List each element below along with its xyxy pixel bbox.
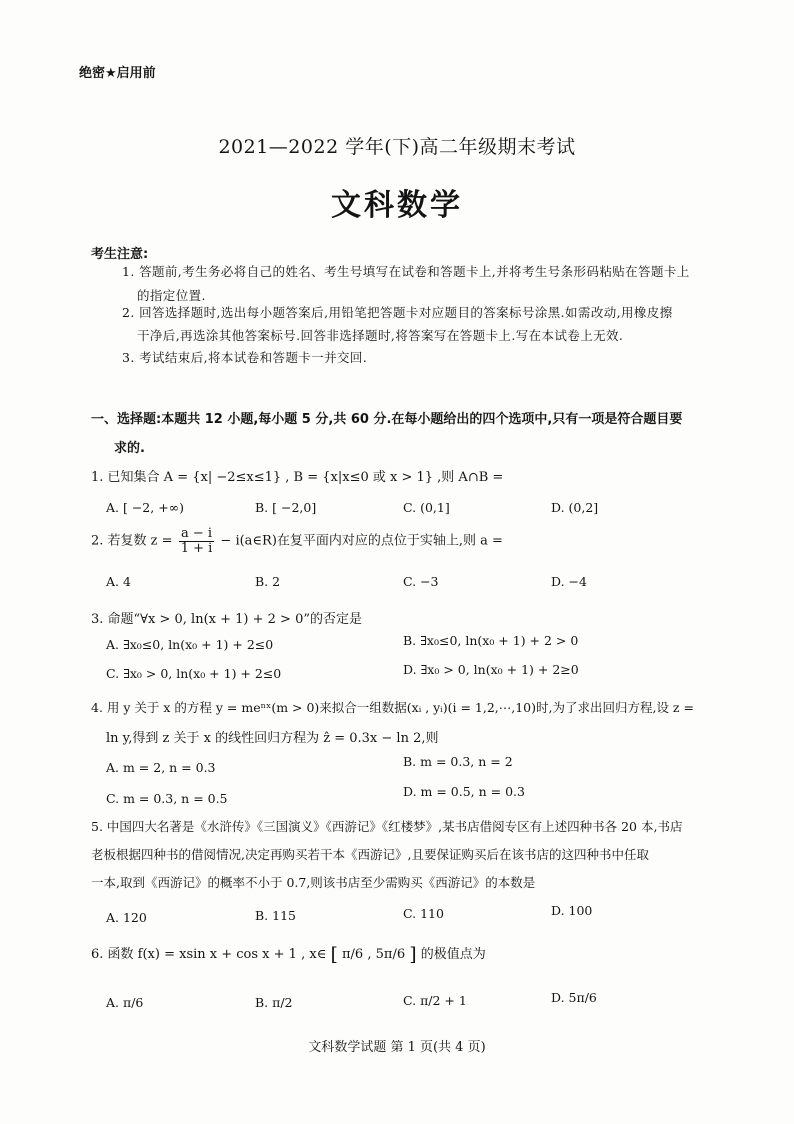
- question-1-option-d: D. (0,2]: [551, 500, 599, 515]
- question-2-stem: [91, 527, 503, 555]
- question-6-option-a: A. π/6: [106, 995, 144, 1010]
- question-6-option-d: D. 5π/6: [551, 990, 597, 1005]
- question-5-stem-cont: 老板根据四种书的借阅情况,决定再购买若干本《西游记》,且要保证购买后在该书店的这四种书中任取: [91, 847, 649, 862]
- question-2-stem-prefix: 2. 若复数 z =: [91, 533, 173, 549]
- question-6-stem: 6. 函数 f(x) = xsin x + cos x + 1 , x∈ [ π/6 , 5π/6 ] 的极值点为: [91, 943, 486, 966]
- question-5-option-c: C. 110: [403, 906, 444, 921]
- question-2-stem-suffix: − i(a∈R)在复平面内对应的点位于实轴上,则 a =: [220, 533, 503, 549]
- question-1-option-a: A. [ −2, +∞): [106, 500, 184, 515]
- notice-line: 3. 考试结束后,将本试卷和答题卡一并交回.: [122, 350, 368, 365]
- question-3-stem: 3. 命题“∀x > 0, ln(x + 1) + 2 > 0”的否定是: [91, 612, 362, 627]
- bracket-open: [: [330, 943, 338, 966]
- question-2-option-d: D. −4: [551, 574, 587, 589]
- question-6-stem-prefix: 6. 函数 f(x) = xsin x + cos x + 1 , x∈: [91, 947, 327, 962]
- notice-line: 1. 答题前,考生务必将自己的姓名、考生号填写在试卷和答题卡上,并将考生号条形码粘贴在答题卡上: [122, 264, 690, 279]
- notice-line: 2. 回答选择题时,选出每小题答案后,用铅笔把答题卡对应题目的答案标号涂黑.如需改动,用橡皮擦: [122, 305, 673, 320]
- question-6-stem-suffix: 的极值点为: [420, 947, 486, 962]
- question-2-option-c: C. −3: [403, 574, 439, 589]
- question-1-option-c: C. (0,1]: [403, 500, 450, 515]
- exam-title: 2021—2022 学年(下)高二年级期末考试: [218, 136, 576, 158]
- question-4-option-d: D. m = 0.5, n = 0.3: [403, 784, 525, 799]
- question-5-option-d: D. 100: [551, 903, 593, 918]
- question-3-option-d: D. ∃x₀ > 0, ln(x₀ + 1) + 2≥0: [403, 662, 579, 677]
- question-5-stem-cont: 一本,取到《西游记》的概率不小于 0.7,则该书店至少需购买《西游记》的本数是: [91, 875, 536, 890]
- question-2-option-a: A. 4: [106, 574, 131, 589]
- question-4-option-b: B. m = 0.3, n = 2: [403, 754, 513, 769]
- question-3-option-b: B. ∃x₀≤0, ln(x₀ + 1) + 2 > 0: [403, 633, 579, 648]
- question-4-option-c: C. m = 0.3, n = 0.5: [106, 791, 228, 806]
- confidential-label: 绝密★启用前: [79, 66, 156, 81]
- question-3-option-c: C. ∃x₀ > 0, ln(x₀ + 1) + 2≤0: [106, 666, 282, 681]
- question-6-option-b: B. π/2: [255, 995, 293, 1010]
- bracket-close: ]: [409, 943, 417, 966]
- subject-title: 文科数学: [331, 188, 463, 223]
- notice-line: 干净后,再选涂其他答案标号.回答非选择题时,将答案写在答题卡上.写在本试卷上无效.: [137, 328, 624, 343]
- section-heading-cont: 求的.: [114, 441, 145, 456]
- fraction-numerator: a − i: [179, 527, 215, 542]
- question-4-stem-cont: ln y,得到 z 关于 x 的线性回归方程为 ẑ = 0.3x − ln 2,则: [106, 731, 439, 746]
- section-heading: 一、选择题:本题共 12 小题,每小题 5 分,共 60 分.在每小题给出的四个选项中,只有一项是符合题目要: [91, 412, 683, 427]
- fraction-denominator: 1 + i: [180, 540, 213, 556]
- question-1-option-b: B. [ −2,0]: [255, 500, 317, 515]
- question-4-option-a: A. m = 2, n = 0.3: [106, 760, 216, 775]
- question-6-option-c: C. π/2 + 1: [403, 993, 467, 1008]
- interval-lower: π/6: [342, 947, 364, 962]
- question-2-option-b: B. 2: [255, 574, 281, 589]
- question-4-stem: 4. 用 y 关于 x 的方程 y = meⁿˣ(m > 0)来拟合一组数据(xᵢ , yᵢ)(i = 1,2,⋯,10)时,为了求出回归方程,设 z =: [91, 700, 694, 715]
- notice-heading: 考生注意:: [91, 247, 149, 262]
- question-3-option-a: A. ∃x₀≤0, ln(x₀ + 1) + 2≤0: [106, 637, 274, 652]
- interval-upper: 5π/6: [375, 947, 406, 962]
- page-footer: 文科数学试题 第 1 页(共 4 页): [308, 1040, 486, 1055]
- question-1-stem: 1. 已知集合 A = {x| −2≤x≤1} , B = {x|x≤0 或 x > 1} ,则 A∩B =: [91, 470, 504, 485]
- question-5-option-a: A. 120: [106, 910, 147, 925]
- notice-line: 的指定位置.: [137, 288, 206, 303]
- question-5-option-b: B. 115: [255, 908, 296, 923]
- question-5-stem: 5. 中国四大名著是《水浒传》《三国演义》《西游记》《红楼梦》,某书店借阅专区有上述四种书各 20 本,书店: [91, 819, 683, 834]
- question-2-fraction: [179, 527, 215, 555]
